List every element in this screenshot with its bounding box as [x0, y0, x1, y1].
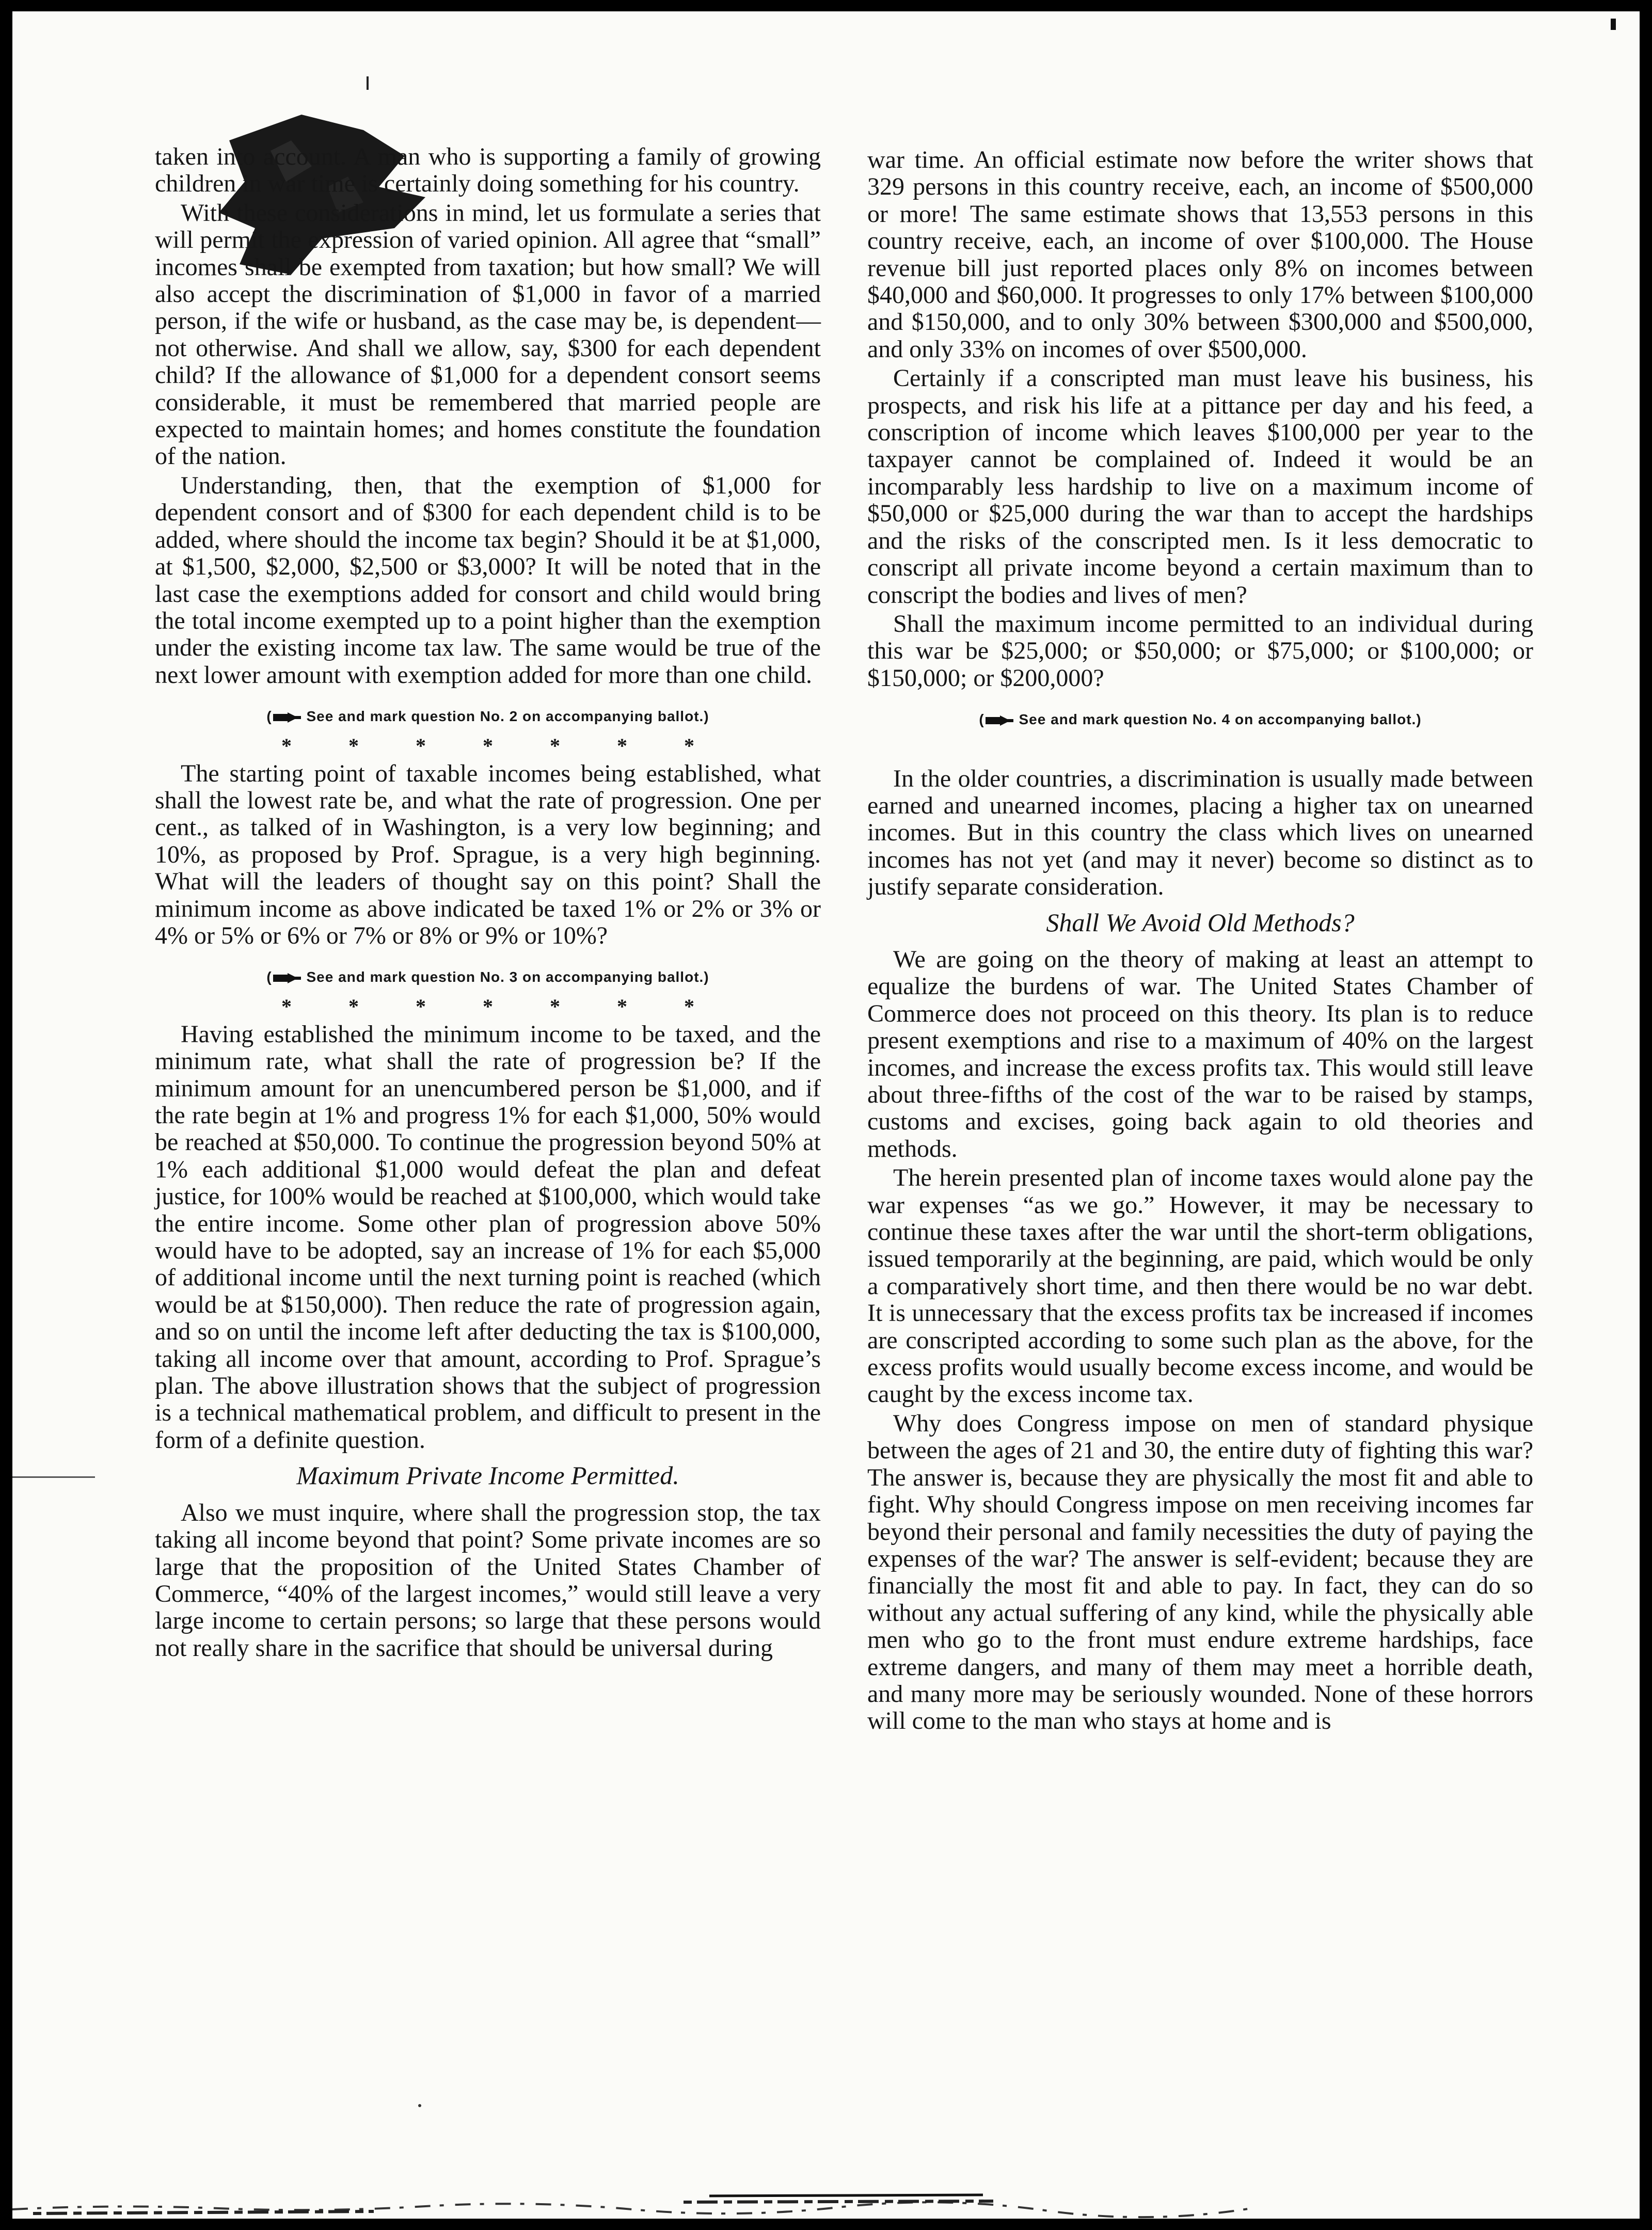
- paragraph: Certainly if a conscripted man must leave his business, his prospects, and risk his life at a pittance per day and his feed, a conscription of income which leaves $100,000 per year to the taxpayer cannot be complained of. Indeed it would be an incomparably less hardship to live on a maximum income of $50,000 or $25,000 during the war than to accept the hardships and the risks of the conscripted men. Is it less democratic to conscript all private income beyond a certain maximum than to conscript the bodies and lives of men?: [867, 364, 1533, 609]
- ballot-note-text: See and mark question No. 3 on accompanying ballot.): [306, 969, 709, 985]
- margin-dash-mark: [12, 1476, 95, 1478]
- paragraph: In the older countries, a discrimination is usually made between earned and unearned incomes, placing a higher tax on unearned incomes. But in this country the class which lives on unearned incomes has not yet (and may it never) become so distinct as to justify separate consideration.: [867, 764, 1533, 901]
- paragraph: taken into account. A man who is supporting a family of growing children in war time is certainly doing something for his country.: [155, 143, 821, 198]
- ballot-note: ( See and mark question No. 4 on accompanying ballot.): [979, 711, 1422, 728]
- center-bottom-mark: [418, 2104, 421, 2107]
- paragraph: We are going on the theory of making at least an attempt to equalize the burdens of war. The United States Chamber of Commerce does not proceed on this theory. Its plan is to reduce present exemptions and rise to a maximum of 40% on the largest incomes, and increase the excess profits tax. This would still leave about three-fifths of the cost of the war to be raised by stamps, customs and excises, going back again to old theories and methods.: [867, 945, 1533, 1162]
- pointing-hand-icon: [984, 715, 1014, 726]
- paragraph: The herein presented plan of income taxes would alone pay the war expenses “as we go.” However, it may be necessary to continue these taxes after the war until the short-term obligations, issued temporarily at the beginning, are paid, which would be only a comparatively short time, and then there would be no war debt. It is unnecessary that the excess profits tax be increased if incomes are conscripted according to some such plan as the above, for the excess profits would usually become excess income, and would be caught by the excess income tax.: [867, 1164, 1533, 1408]
- paragraph: Understanding, then, that the exemption of $1,000 for dependent consort and of $300 for each dependent child is to be added, where should the income tax begin? Should it be at $1,000, at $1,500, $2,000, $2,500 or $3,000? It will be noted that in the last case the exemptions added for consort and child would bring the total income exempted up to a point higher than the exemption under the existing income tax law. The same would be true of the next lower amount with exemption added for more than one child.: [155, 471, 821, 689]
- right-column: [867, 147, 1533, 1735]
- section-heading: Shall We Avoid Old Methods?: [1046, 907, 1355, 937]
- scanned-page: [12, 11, 1640, 2219]
- corner-dot: [1611, 19, 1616, 30]
- paragraph: Why does Congress impose on men of standard physique between the ages of 21 and 30, the entire duty of fighting this war? The answer is, because they are physically the most fit and able to fight. Why should Congress impose on men receiving incomes far beyond their personal and family necessities the duty of paying the expenses of the war? The answer is self-evident; because they are financially the most fit and able to pay. In fact, they can do so without any actual suffering of any kind, while the physically able men who go to the front must endure extreme hardships, face extreme dangers, and many of them may meet a horrible death, and many more may be seriously wounded. None of these horrors will come to the man who stays at home and is: [867, 1409, 1533, 1735]
- paragraph: war time. An official estimate now before the writer shows that 329 persons in this country receive, each, an income of $500,000 or more! The same estimate shows that 13,553 persons in this country receive, each, an income of over $100,000. The House revenue bill just reported places only 8% on incomes between $40,000 and $60,000. It progresses to only 17% between $100,000 and $150,000, and to only 30% between $300,000 and $500,000, and only 33% on incomes of over $500,000.: [867, 146, 1533, 363]
- ballot-note-text: See and mark question No. 2 on accompanying ballot.): [306, 708, 709, 725]
- section-heading: Maximum Private Income Permitted.: [296, 1461, 679, 1490]
- pointing-hand-icon: [272, 973, 302, 984]
- paragraph: Also we must inquire, where shall the progression stop, the tax taking all income beyond that point? Some private incomes are so large that the proposition of the United States Chamber of Commerce, “40% of the largest incomes,” would still leave a very large income to certain persons; so large that these persons would not really share in the sacrifice that should be universal during: [155, 1499, 821, 1662]
- scan-noise-strip: [12, 2184, 1640, 2219]
- top-tick-mark: [367, 76, 369, 90]
- section-stars: * * * * * * *: [281, 994, 694, 1018]
- section-stars: * * * * * * *: [281, 734, 694, 757]
- left-column: [155, 144, 821, 1662]
- paragraph: Having established the minimum income to be taxed, and the minimum rate, what shall the rate of progression be? If the minimum amount for an unencumbered person be $1,000, and if the rate begin at 1% and progress 1% for each $1,000, 50% would be reached at $50,000. To continue the progression beyond 50% at 1% each additional $1,000 would defeat the plan and defeat justice, for 100% would be reached at $100,000, which would take the entire income. Some other plan of progression above 50% would have to be adopted, say an increase of 1% for each $5,000 of additional income until the next turning point is reached (which would be at $150,000). Then reduce the rate of progression again, and so on until the income left after deducting the tax is $100,000, taking all income over that amount, according to Prof. Sprague’s plan. The above illustration shows that the subject of progression is a technical mathematical problem, and difficult to present in the form of a definite question.: [155, 1020, 821, 1454]
- ballot-note: ( See and mark question No. 3 on accompanying ballot.): [266, 969, 709, 985]
- pointing-hand-icon: [272, 712, 302, 723]
- ballot-note: ( See and mark question No. 2 on accompanying ballot.): [266, 708, 709, 725]
- paragraph: Shall the maximum income permitted to an individual during this war be $25,000; or $50,000; or $75,000; or $100,000; or $150,000; or $200,000?: [867, 610, 1533, 692]
- ballot-note-text: See and mark question No. 4 on accompanying ballot.): [1019, 711, 1422, 728]
- paragraph: The starting point of taxable incomes being established, what shall the lowest rate be, and what the rate of progression. One per cent., as talked of in Washington, is a very low beginning; and 10%, as proposed by Prof. Sprague, is a very high beginning. What will the leaders of thought say on this point? Shall the minimum income as above indicated be taxed 1% or 2% or 3% or 4% or 5% or 6% or 7% or 8% or 9% or 10%?: [155, 759, 821, 949]
- paragraph: With these considerations in mind, let us formulate a series that will permit the expression of varied opinion. All agree that “small” incomes shall be exempted from taxation; but how small? We will also accept the discrimination of $1,000 in favor of a married person, if the wife or husband, as the case may be, is dependent—not otherwise. And shall we allow, say, $300 for each dependent child? If the allowance of $1,000 for a dependent consort seems considerable, it must be remembered that married people are expected to maintain homes; and homes constitute the foundation of the nation.: [155, 199, 821, 470]
